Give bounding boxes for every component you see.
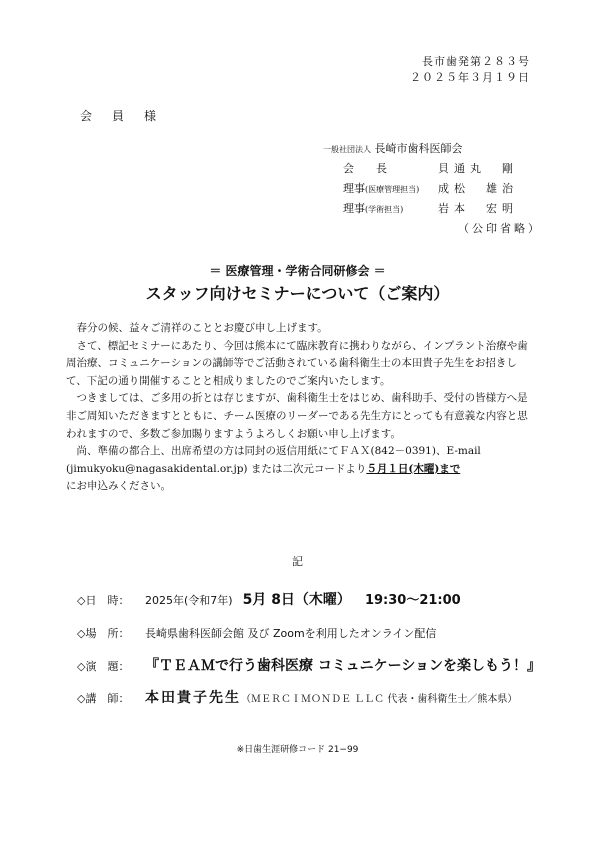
paragraph-greeting: 春分の候、益々ご清祥のこととお慶び申し上げます。 (76, 322, 328, 334)
role-note: (学術担当) (365, 205, 404, 214)
sender-row-director-management (343, 179, 542, 199)
role-label: 理事 (343, 202, 365, 215)
detail-label: ◇場 所： (77, 627, 130, 640)
person-name: 岩本 宏明 (438, 202, 518, 215)
application-deadline: ５月１日(木曜)まで (366, 462, 461, 475)
ki-heading: 記 (292, 555, 303, 568)
role-note: (医療管理担当) (365, 185, 420, 194)
document-number: 長市歯発第２８３号 (422, 55, 530, 68)
document-date: ２０２５年３月１９日 (410, 71, 530, 84)
detail-label: ◇講 師： (77, 692, 130, 705)
page-title: スタッフ向けセミナーについて（ご案内） (145, 284, 450, 303)
org-prefix: 一般社団法人 (323, 145, 371, 154)
role-label: 理事 (343, 182, 365, 195)
detail-label: ◇演 題： (77, 660, 130, 673)
document-header (410, 54, 530, 86)
detail-venue (77, 625, 436, 641)
topic-value: 『ＴＥＡＭで行う歯科医療 コミュニケーションを楽しもう！』 (145, 658, 542, 674)
person-name: 成松 雄治 (438, 182, 518, 195)
seal-omitted-note: （公印省略） (458, 222, 542, 235)
detail-topic (77, 655, 541, 675)
org-name: 長崎市歯科医師会 (374, 142, 463, 155)
speaker-name: 本田貴子先生 (145, 690, 241, 706)
venue-value: 長崎県歯科医師会館 及び Zoomを利用したオンライン配信 (145, 627, 437, 640)
role-label: 会 長 (343, 162, 387, 175)
sender-row-president (343, 159, 542, 179)
seminar-series-title: ＝ 医療管理・学術合同研修会 ＝ (209, 264, 386, 278)
detail-date: ◇日 時： 2025年(令和7年) 5月 8日（木曜） 19:30〜21:00 (77, 589, 461, 609)
detail-label: ◇日 時： (77, 594, 130, 607)
event-time: 19:30〜21:00 (364, 593, 461, 608)
body-text (66, 320, 536, 496)
paragraph-introduction: さて、標記セミナーにあたり、今回は熊本にて臨床教育に携わりながら、インプラント治療や歯周治療、コミュニケーションの講師等でご活動されている歯科衛生士の本田貴子先生をお招きして、下記の通り開催することと相成りましたのでご案内いたします。 (66, 339, 528, 387)
paragraph-application: 尚、準備の都合上、出席希望の方は同封の返信用紙にてＦＡＸ(842－0391)、E-mail (jimukyoku@nagasakidental.or.jp) または二次元コードより５月１日(木曜)まで にお申込みください。 (66, 445, 481, 493)
person-name: 貝通丸 剛 (438, 162, 518, 175)
email-address: (jimukyoku@nagasakidental.or.jp) または二次元コードより (66, 462, 367, 475)
speaker-affiliation: （ＭＥＲＣＩＭＯＮＤＥ ＬＬＣ 代表・歯科衛生士／熊本県） (241, 694, 518, 705)
sender-block (323, 139, 542, 238)
event-date: 5月 8日（木曜） (242, 592, 351, 608)
addressee: 会員様 (80, 109, 177, 123)
sender-organization (323, 139, 542, 159)
training-code-note: ※日歯生涯研修コード 21−99 (236, 745, 359, 755)
sender-row-director-academic (343, 199, 542, 219)
detail-speaker (77, 687, 517, 707)
paragraph-request: つきましては、ご多用の折とは存じますが、歯科衛生士をはじめ、歯科助手、受付の皆様方へ是非ご周知いただきますとともに、チーム医療のリーダーである先生方にとっても有意義な内容と思われますので、多数ご参加賜りますようよろしくお願い申し上げます。 (66, 392, 528, 440)
